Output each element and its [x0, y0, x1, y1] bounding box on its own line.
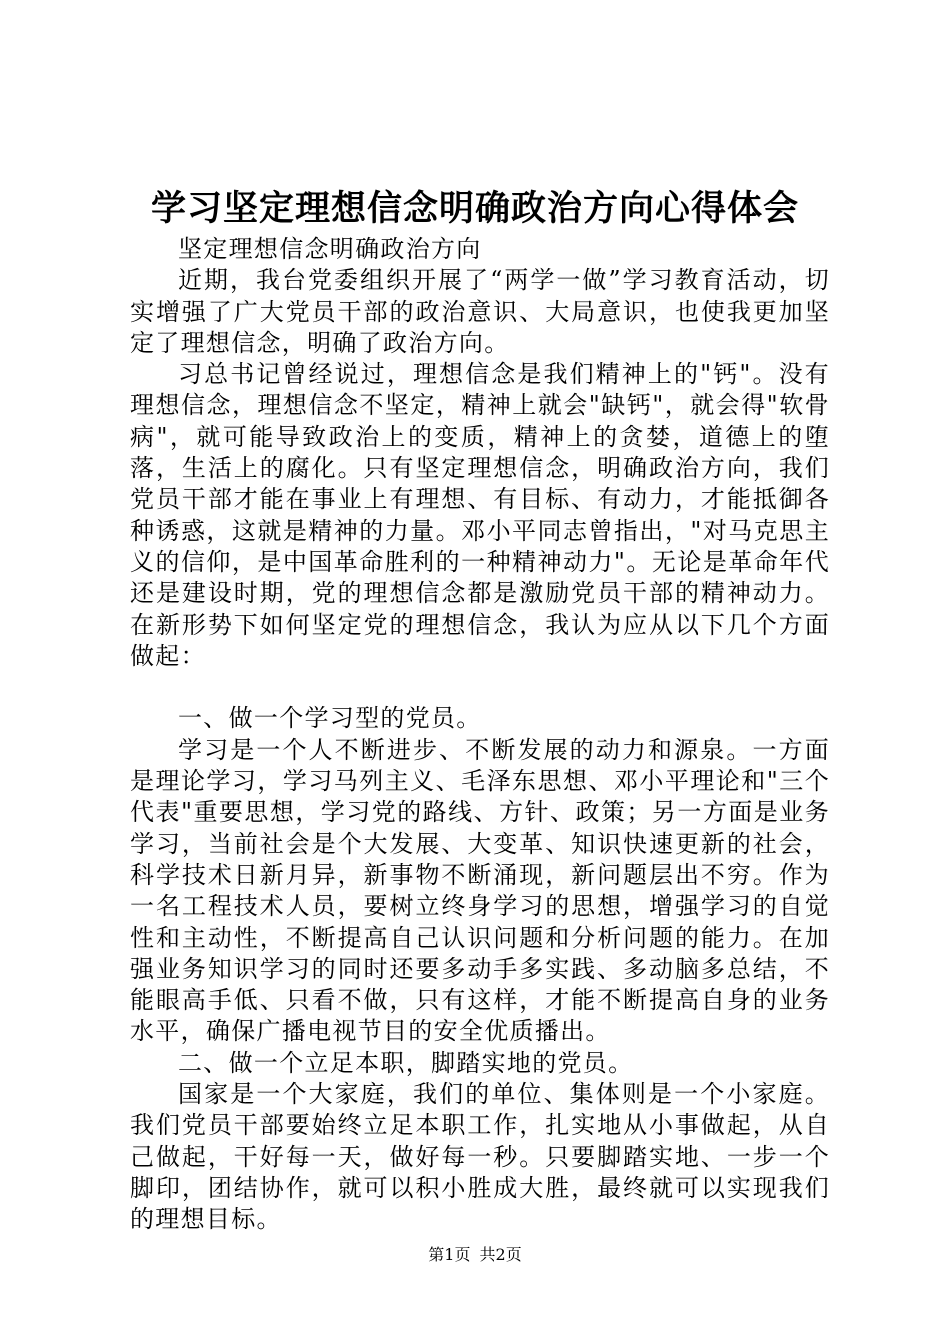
body-paragraph: 近期，我台党委组织开展了“两学一做”学习教育活动，切实增强了广大党员干部的政治意识、大局意识，也使我更加坚定了理想信念，明确了政治方向。 [130, 266, 830, 357]
section-heading: 二、做一个立足本职，脚踏实地的党员。 [178, 1048, 634, 1077]
page-total: 共2页 [479, 1245, 522, 1264]
page-number: 第1页 [428, 1245, 471, 1264]
body-paragraph: 国家是一个大家庭，我们的单位、集体则是一个小家庭。我们党员干部要始终立足本职工作，扎实地从小事做起，从自己做起，干好每一天，做好每一秒。只要脚踏实地、一步一个脚印，团结协作，就可以积小胜成大胜，最终就可以实现我们的理想目标。 [130, 1080, 830, 1234]
blank-line [130, 672, 830, 703]
document-title: 学习坚定理想信念明确政治方向心得体会 [150, 188, 799, 229]
document-body [130, 234, 830, 1236]
body-paragraph: 学习是一个人不断进步、不断发展的动力和源泉。一方面是理论学习，学习马列主义、毛泽东思想、邓小平理论和"三个代表"重要思想，学习党的路线、方针、政策；另一方面是业务学习，当前社会是个大发展、大变革、知识快速更新的社会，科学技术日新月异，新事物不断涌现，新问题层出不穷。作为一名工程技术人员，要树立终身学习的思想，增强学习的自觉性和主动性，不断提高自己认识问题和分析问题的能力。在加强业务知识学习的同时还要多动手多实践、多动脑多总结，不能眼高手低、只看不做，只有这样，才能不断提高自身的业务水平，确保广播电视节目的安全优质播出。 [130, 735, 830, 1046]
section-heading: 一、做一个学习型的党员。 [178, 704, 482, 733]
body-paragraph: 习总书记曾经说过，理想信念是我们精神上的"钙"。没有理想信念，理想信念不坚定，精神上就会"缺钙"，就会得"软骨病"，就可能导致政治上的变质，精神上的贪婪，道德上的堕落，生活上的腐化。只有坚定理想信念，明确政治方向，我们党员干部才能在事业上有理想、有目标、有动力，才能抵御各种诱惑，这就是精神的力量。邓小平同志曾指出，"对马克思主义的信仰，是中国革命胜利的一种精神动力"。无论是革命年代还是建设时期，党的理想信念都是激励党员干部的精神动力。在新形势下如何坚定党的理想信念，我认为应从以下几个方面做起： [130, 360, 830, 670]
subtitle-paragraph: 坚定理想信念明确政治方向 [178, 235, 482, 263]
page-footer [0, 1244, 950, 1266]
